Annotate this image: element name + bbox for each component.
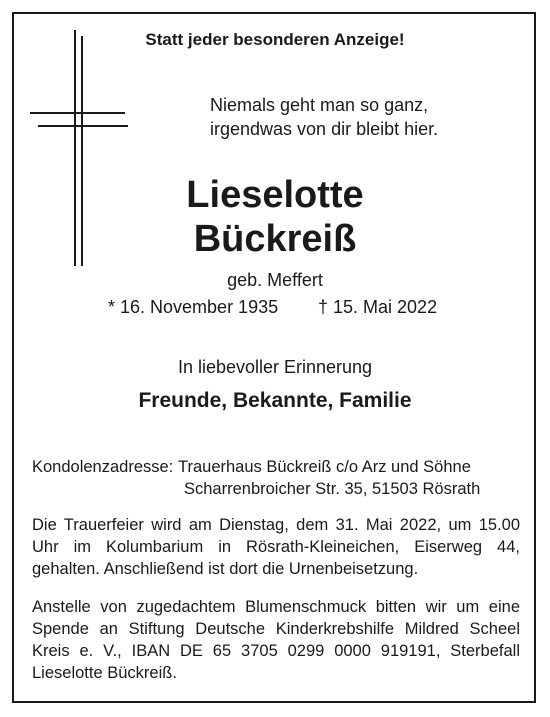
donation-line-1: Anstelle von zugedachtem Blumenschmuck bitten wir um eine bbox=[32, 598, 520, 616]
ceremony-line-1: Die Trauerfeier wird am Dienstag, dem 31. Mai 2022, um 15.00 bbox=[32, 516, 520, 534]
donation-line-3: Kreis e. V., IBAN DE 65 3705 0299 0000 919191, Sterbefall bbox=[32, 642, 520, 660]
ceremony-line-3: gehalten. Anschließend ist dort die Urnenbeisetzung. bbox=[32, 560, 419, 578]
death-date: † 15. Mai 2022 bbox=[318, 297, 438, 317]
headline: Statt jeder besonderen Anzeige! bbox=[145, 30, 405, 49]
condolence-label: Kondolenzadresse: bbox=[32, 458, 174, 476]
quote-line-1: Niemals geht man so ganz, bbox=[210, 95, 429, 115]
maiden-name: geb. Meffert bbox=[227, 270, 323, 290]
condolence-address-line-2: Scharrenbroicher Str. 35, 51503 Rösrath bbox=[184, 480, 481, 498]
deceased-first-name: Lieselotte bbox=[186, 174, 364, 216]
condolence-address-line-1: Trauerhaus Bückreiß c/o Arz und Söhne bbox=[178, 458, 471, 476]
donation-info bbox=[32, 596, 520, 684]
donation-line-4: Lieselotte Bückreiß. bbox=[32, 664, 177, 682]
condolence-address bbox=[32, 456, 520, 500]
ceremony-line-2: Uhr im Kolumbarium in Rösrath-Kleineichen, Eiserweg 44, bbox=[32, 538, 520, 556]
memory-line: In liebevoller Erinnerung bbox=[177, 357, 373, 377]
deceased-last-name: Bückreiß bbox=[193, 218, 357, 260]
ceremony-info bbox=[32, 514, 520, 580]
donation-line-2: Spende an Stiftung Deutsche Kinderkrebshilfe Mildred Scheel bbox=[32, 620, 520, 638]
cross-horizontal-bar bbox=[30, 112, 125, 114]
cross-horizontal-bar-2 bbox=[38, 125, 128, 127]
birth-date: * 16. November 1935 bbox=[108, 297, 279, 317]
quote-line-2: irgendwas von dir bleibt hier. bbox=[210, 119, 439, 139]
mourners: Freunde, Bekannte, Familie bbox=[138, 389, 412, 412]
quote bbox=[210, 93, 438, 141]
life-dates bbox=[108, 297, 438, 318]
